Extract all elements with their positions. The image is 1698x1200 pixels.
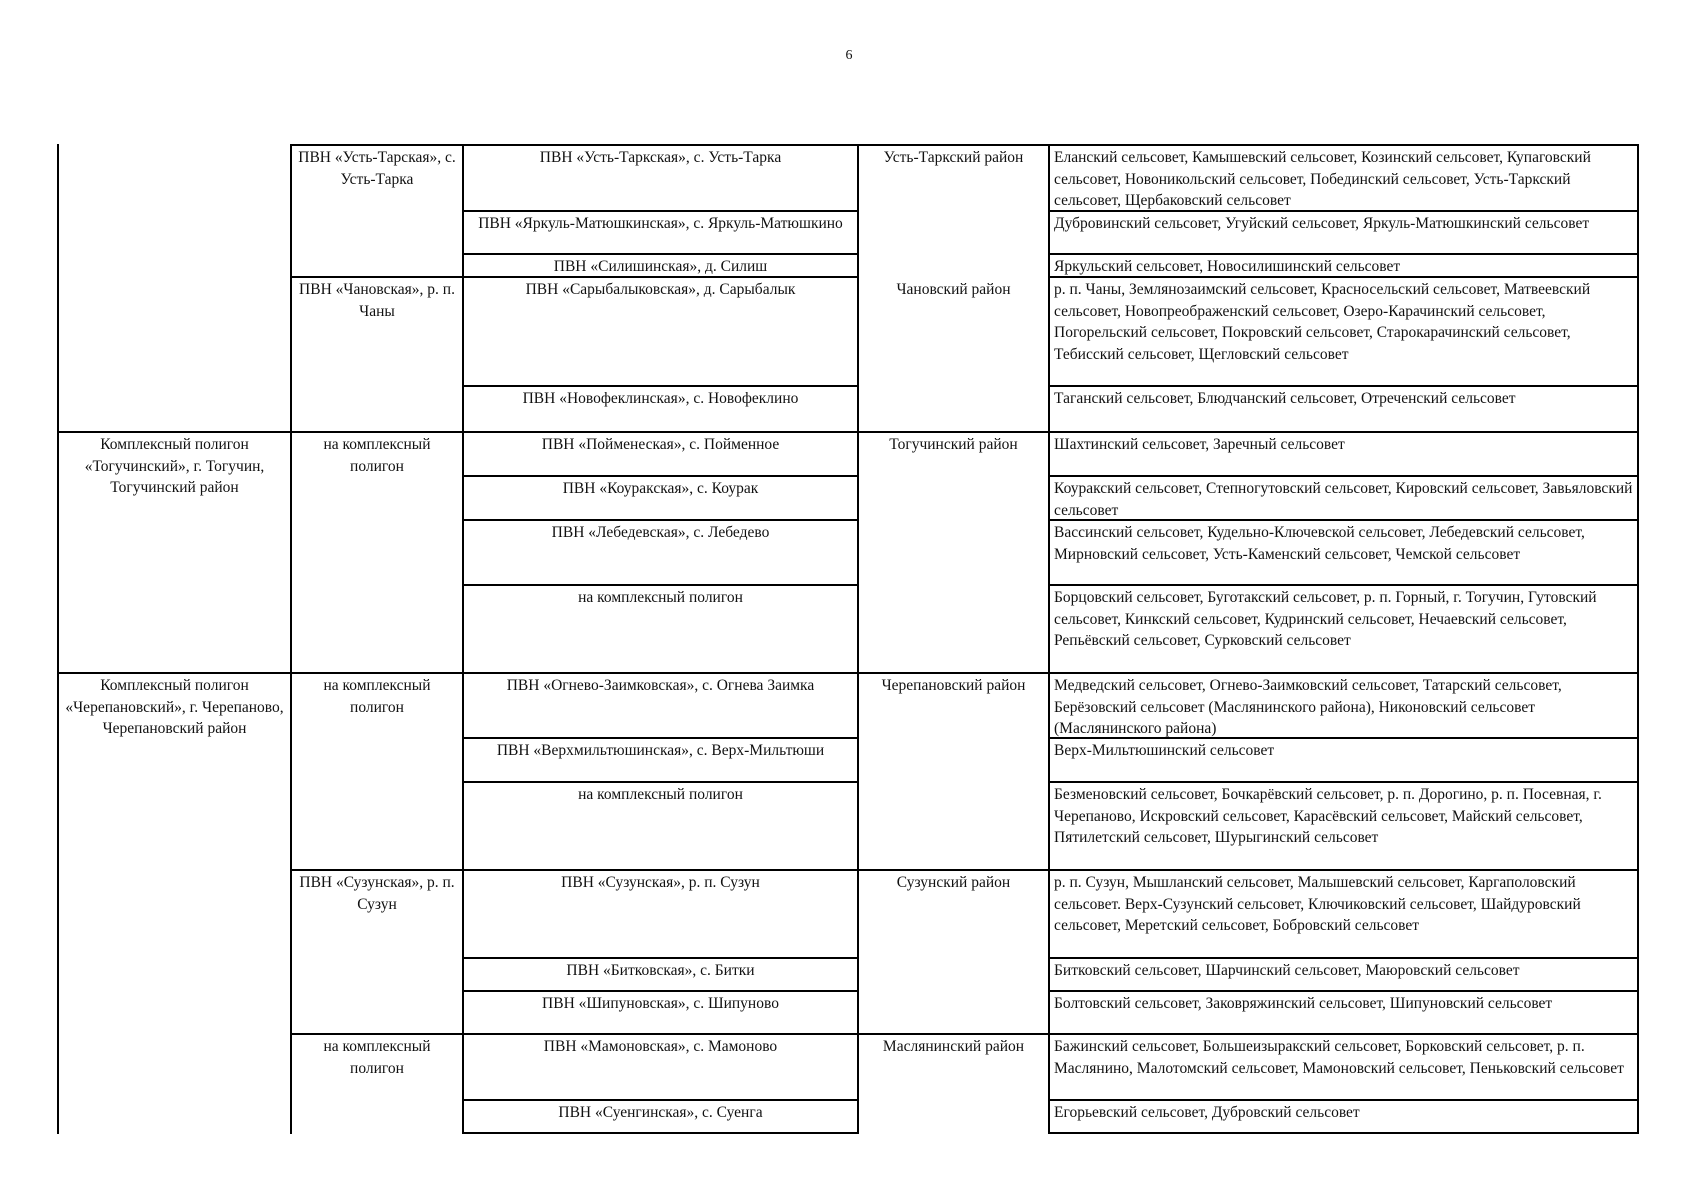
table-cell-councils: Болтовский сельсовет, Заковряжинский сельсовет, Шипуновский сельсовет (1054, 995, 1553, 1012)
table-cell-pvn: на комплексный полигон (578, 589, 743, 606)
table-cell-pvn: ПВН «Мамоновская», с. Мамоново (543, 1038, 778, 1055)
table-cell-councils: Битковский сельсовет, Шарчинский сельсовет, Маюровский сельсовет (1054, 962, 1520, 979)
table-cell-councils: Еланский сельсовет, Камышевский сельсовет, Козинский сельсовет, Купаговский сельсовет, Новоникольский сельсовет, Побединский сельсовет, Усть-Таркский сельсовет, Щербаковский сельсовет (1054, 149, 1591, 210)
table-cell-pvn-group: на комплексный полигон (323, 677, 431, 716)
grid-line (57, 144, 59, 1134)
table-cell-councils: Бажинский сельсовет, Большеизыракский сельсовет, Борковский сельсовет, р. п. Маслянино, Малотомский сельсовет, Мамоновский сельсовет, Пеньковский сельсовет (1054, 1038, 1624, 1077)
table-cell-district: Черепановский район (881, 677, 1026, 694)
table-cell-pvn: на комплексный полигон (578, 786, 743, 803)
grid-line (462, 1132, 859, 1134)
table-cell-polygon: Комплексный полигон «Тогучинский», г. Тогучин, Тогучинский район (84, 436, 265, 497)
table-cell-district: Чановский район (896, 281, 1011, 298)
table-cell-councils: Таганский сельсовет, Блюдчанский сельсовет, Отреченский сельсовет (1054, 390, 1516, 407)
table-cell-pvn: ПВН «Шипуновская», с. Шипуново (542, 995, 779, 1012)
table-cell-councils: Дубровинский сельсовет, Угуйский сельсовет, Яркуль-Матюшкинский сельсовет (1054, 215, 1590, 232)
page-number: 6 (845, 48, 853, 63)
table-cell-pvn: ПВН «Новофеклинская», с. Новофеклино (522, 390, 799, 407)
table-cell-pvn: ПВН «Яркуль-Матюшкинская», с. Яркуль-Матюшкино (478, 215, 843, 232)
table-cell-councils: Вассинский сельсовет, Кудельно-Ключевской сельсовет, Лебедевский сельсовет, Мирновский сельсовет, Усть-Каменский сельсовет, Чемской сельсовет (1054, 524, 1585, 563)
table-cell-pvn: ПВН «Сузунская», р. п. Сузун (561, 874, 760, 891)
table-cell-councils: Борцовский сельсовет, Буготакский сельсовет, р. п. Горный, г. Тогучин, Гутовский сельсовет, Кинкский сельсовет, Кудринский сельсовет, Нечаевский сельсовет, Репьёвский сельсовет, Сурковский сельсовет (1054, 589, 1597, 650)
table-cell-pvn: ПВН «Пойменеская», с. Пойменное (541, 436, 780, 453)
table-cell-pvn: ПВН «Сарыбалыковская», д. Сарыбалык (525, 281, 796, 298)
table-cell-district: Усть-Таркский район (883, 149, 1024, 166)
table-cell-councils: Шахтинский сельсовет, Заречный сельсовет (1054, 436, 1345, 453)
grid-line (1637, 144, 1639, 1134)
table-cell-pvn: ПВН «Огнево-Заимковская», с. Огнева Заимка (506, 677, 815, 694)
table-cell-pvn: ПВН «Битковская», с. Битки (566, 962, 755, 979)
table-cell-councils: Медведский сельсовет, Огнево-Заимковский сельсовет, Татарский сельсовет, Берёзовский сельсовет (Маслянинского района), Никоновский сельсовет (Маслянинского района) (1054, 677, 1562, 738)
table-cell-district: Сузунский район (896, 874, 1011, 891)
table-cell-councils: Безменовский сельсовет, Бочкарёвский сельсовет, р. п. Дорогино, р. п. Посевная, г. Черепаново, Искровский сельсовет, Карасёвский сельсовет, Майский сельсовет, Пятилетский сельсовет, Шурыгинский сельсовет (1054, 786, 1602, 847)
table-cell-councils: Верх-Мильтюшинский сельсовет (1054, 742, 1275, 759)
grid-line (1048, 1132, 1639, 1134)
table-cell-pvn: ПВН «Усть-Таркская», с. Усть-Тарка (539, 149, 782, 166)
table-cell-pvn: ПВН «Верхмильтюшинская», с. Верх-Мильтюши (496, 742, 825, 759)
table-cell-district: Маслянинский район (882, 1038, 1025, 1055)
table-cell-polygon: Комплексный полигон «Черепановский», г. Черепаново, Черепановский район (65, 677, 284, 738)
table-cell-councils: Егорьевский сельсовет, Дубровский сельсовет (1054, 1104, 1360, 1121)
table-cell-pvn-group: на комплексный полигон (323, 436, 431, 475)
table-cell-councils: Яркульский сельсовет, Новосилишинский сельсовет (1054, 258, 1401, 275)
table-cell-pvn-group: ПВН «Чановская», р. п. Чаны (299, 281, 455, 320)
table-cell-pvn-group: на комплексный полигон (323, 1038, 431, 1077)
table-cell-councils: р. п. Чаны, Землянозаимский сельсовет, Красносельский сельсовет, Матвеевский сельсовет, Новопреображенский сельсовет, Озеро-Карачинский сельсовет, Погорельский сельсовет, Покровский сельсовет, Старокарачинский сельсовет, Тебисский сельсовет, Щегловский сельсовет (1054, 281, 1591, 364)
table-cell-pvn: ПВН «Лебедевская», с. Лебедево (551, 524, 770, 541)
table-cell-pvn: ПВН «Силишинская», д. Силиш (553, 258, 768, 275)
table-cell-pvn-group: ПВН «Усть-Тарская», с. Усть-Тарка (298, 149, 456, 188)
table-cell-pvn: ПВН «Суенгинская», с. Суенга (558, 1104, 763, 1121)
table-cell-pvn: ПВН «Коуракская», с. Коурак (562, 480, 759, 497)
table-cell-councils: Коуракский сельсовет, Степногутовский сельсовет, Кировский сельсовет, Завьяловский сельсовет (1054, 480, 1633, 519)
table-cell-pvn-group: ПВН «Сузунская», р. п. Сузун (299, 874, 455, 913)
table-cell-district: Тогучинский район (889, 436, 1018, 453)
table-cell-councils: р. п. Сузун, Мышланский сельсовет, Малышевский сельсовет, Каргаполовский сельсовет. Верх-Сузунский сельсовет, Ключиковский сельсовет, Шайдуровский сельсовет, Меретский сельсовет, Бобровский сельсовет (1054, 874, 1581, 935)
